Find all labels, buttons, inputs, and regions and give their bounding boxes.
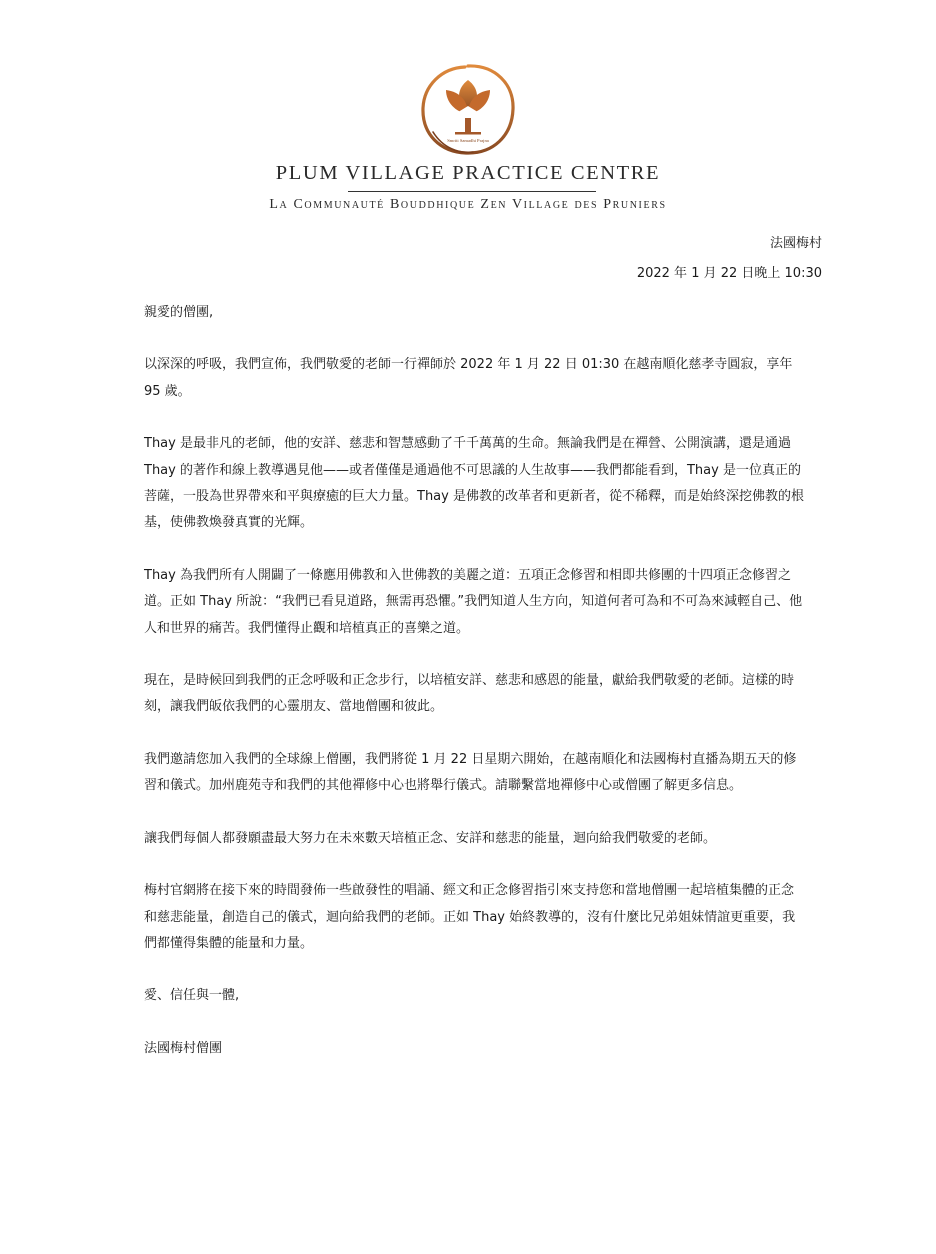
organization-title: PLUM VILLAGE PRACTICE CENTRE bbox=[275, 162, 661, 184]
plum-village-logo bbox=[413, 62, 523, 158]
paragraph: 讓我們每個人都發願盡最大努力在未來數天培植正念、安詳和慈悲的能量，迴向給我們敬愛的老師。 bbox=[144, 830, 717, 846]
paragraph: 我們邀請您加入我們的全球線上僧團，我們將從 1 月 22 日星期六開始，在越南順化和法國梅村直播為期五天的修習和儀式。加州鹿苑寺和我們的其他禪修中心也將舉行儀式。請聯繫當地禪修中心或僧團了解更多信息。 bbox=[144, 751, 797, 794]
letter-place: 法國梅村 bbox=[769, 236, 822, 251]
paragraph: 現在，是時候回到我們的正念呼吸和正念步行，以培植安詳、慈悲和感恩的能量，獻給我們敬愛的老師。這樣的時刻，讓我們皈依我們的心靈朋友、當地僧團和彼此。 bbox=[144, 673, 795, 715]
paragraph: Thay 為我們所有人開闢了一條應用佛教和入世佛教的美麗之道：五項正念修習和相即共修團的十四項正念修習之道。正如 Thay 所說：“我們已看見道路，無需再恐懼。”我們知道人生方向，知道何者可為和不可為來減輕自己、他人和世界的痛苦。我們懂得止觀和培植真正的喜樂之道。 bbox=[144, 567, 803, 636]
letter-body bbox=[144, 300, 804, 1088]
salutation: 親愛的僧團, bbox=[144, 305, 214, 320]
paragraph: 以深深的呼吸，我們宣佈，我們敬愛的老師一行禪師於 2022 年 1 月 22 日 01:30 在越南順化慈孝寺圓寂，享年 95 歲。 bbox=[144, 357, 793, 399]
organization-subtitle: La Communauté Bouddhique Zen Village des Pruniers bbox=[269, 197, 667, 212]
paragraph: Thay 是最非凡的老師，他的安詳、慈悲和智慧感動了千千萬萬的生命。無論我們是在禪營、公開演講，還是通過 Thay 的著作和線上教導遇見他——或者僅僅是通過他不可思議的人生故事——我們都能看到，Thay 是一位真正的菩薩，一股為世界帶來和平與療癒的巨大力量。Thay 是佛教的改革者和更新者，從不稀釋，而是始終深挖佛教的根基，使佛教煥發真實的光輝。 bbox=[144, 436, 804, 531]
title-divider bbox=[348, 191, 596, 192]
signature: 法國梅村僧團 bbox=[144, 1040, 223, 1056]
closing: 愛、信任與一體, bbox=[144, 988, 240, 1004]
letter-date: 2022 年 1 月 22 日晚上 10:30 bbox=[636, 266, 822, 281]
logo-caption: Smriti Samadhi Prajna bbox=[447, 138, 489, 143]
paragraph: 梅村官網將在接下來的時間發佈一些啟發性的唱誦、經文和正念修習指引來支持您和當地僧團一起培植集體的正念和慈悲能量，創造自己的儀式，迴向給我們的老師。正如 Thay 始終教導的，沒有什麼比兄弟姐妹情誼更重要，我們都懂得集體的能量和力量。 bbox=[144, 883, 796, 951]
